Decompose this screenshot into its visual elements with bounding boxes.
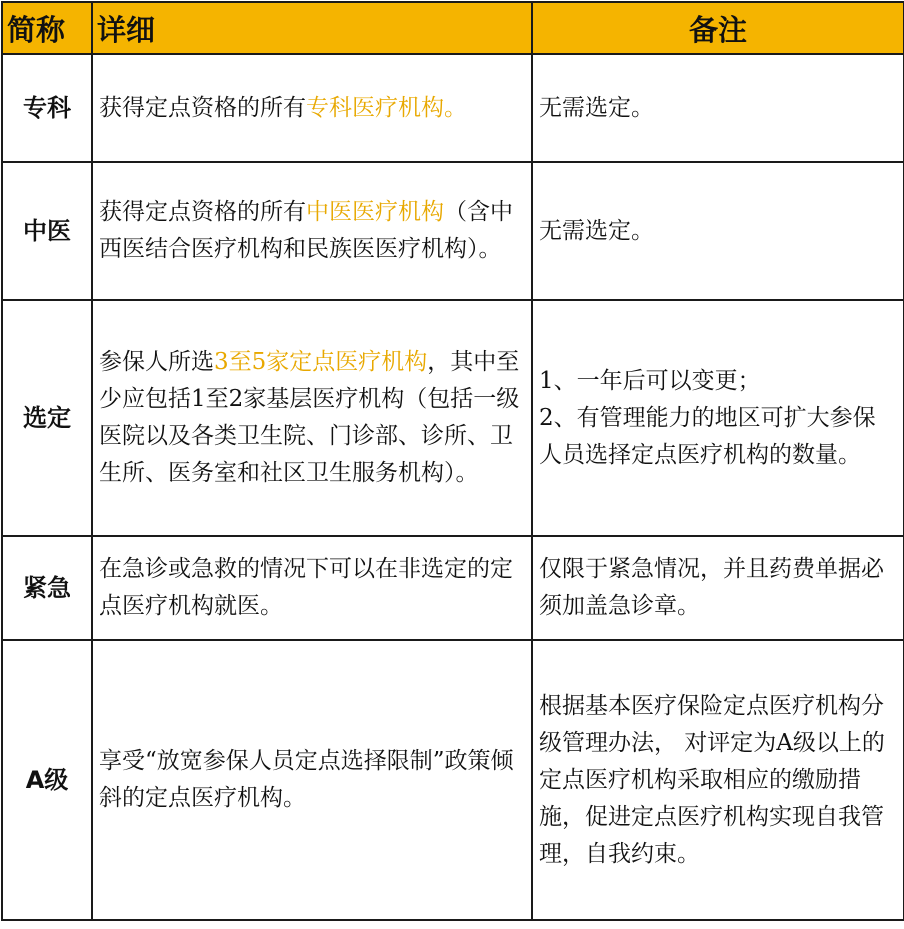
row-abbr: A级 bbox=[2, 640, 92, 920]
header-detail: 详细 bbox=[92, 2, 532, 54]
header-remark: 备注 bbox=[532, 2, 904, 54]
detail-text: ，其中至少应包括1至2家基层医疗机构（包括一级医院以及各类卫生院、门诊部、诊所、卫生所、医务室和社区卫生服务机构）。 bbox=[99, 349, 520, 486]
row-detail: 在急诊或急救的情况下可以在非选定的定点医疗机构就医。 bbox=[92, 536, 532, 640]
table-row bbox=[2, 54, 904, 162]
detail-highlight: 中医医疗机构 bbox=[306, 199, 444, 225]
header-row bbox=[2, 2, 904, 54]
detail-text: （含中西医结合医疗机构和民族医医疗机构）。 bbox=[99, 199, 513, 262]
table-row bbox=[2, 300, 904, 536]
row-abbr: 选定 bbox=[2, 300, 92, 536]
header-abbr: 简称 bbox=[2, 2, 92, 54]
table-row bbox=[2, 162, 904, 300]
detail-text: 获得定点资格的所有 bbox=[99, 94, 306, 121]
row-remark: 根据基本医疗保险定点医疗机构分级管理办法， 对评定为A级以上的定点医疗机构采取相应的缴励措施，促进定点医疗机构实现自我管理，自我约束。 bbox=[532, 640, 904, 920]
detail-text: 参保人所选 bbox=[99, 349, 214, 375]
detail-highlight: 3至5家定点医疗机构 bbox=[214, 349, 428, 375]
detail-text: 获得定点资格的所有 bbox=[99, 199, 306, 225]
row-abbr: 专科 bbox=[2, 54, 92, 162]
row-detail bbox=[92, 162, 532, 300]
row-remark: 无需选定。 bbox=[532, 54, 904, 162]
detail-highlight: 专科医疗机构。 bbox=[306, 94, 467, 121]
row-abbr: 中医 bbox=[2, 162, 92, 300]
row-remark: 仅限于紧急情况，并且药费单据必须加盖急诊章。 bbox=[532, 536, 904, 640]
table-row bbox=[2, 536, 904, 640]
row-detail: 享受“放宽参保人员定点选择限制”政策倾斜的定点医疗机构。 bbox=[92, 640, 532, 920]
row-detail bbox=[92, 300, 532, 536]
row-abbr: 紧急 bbox=[2, 536, 92, 640]
row-remark: 无需选定。 bbox=[532, 162, 904, 300]
table-row bbox=[2, 640, 904, 920]
row-remark bbox=[532, 300, 904, 536]
remark-line: 2、有管理能力的地区可扩大参保人员选择定点医疗机构的数量。 bbox=[539, 404, 876, 468]
remark-line: 1、一年后可以变更； bbox=[539, 367, 761, 394]
row-detail bbox=[92, 54, 532, 162]
insurance-table bbox=[1, 1, 904, 921]
